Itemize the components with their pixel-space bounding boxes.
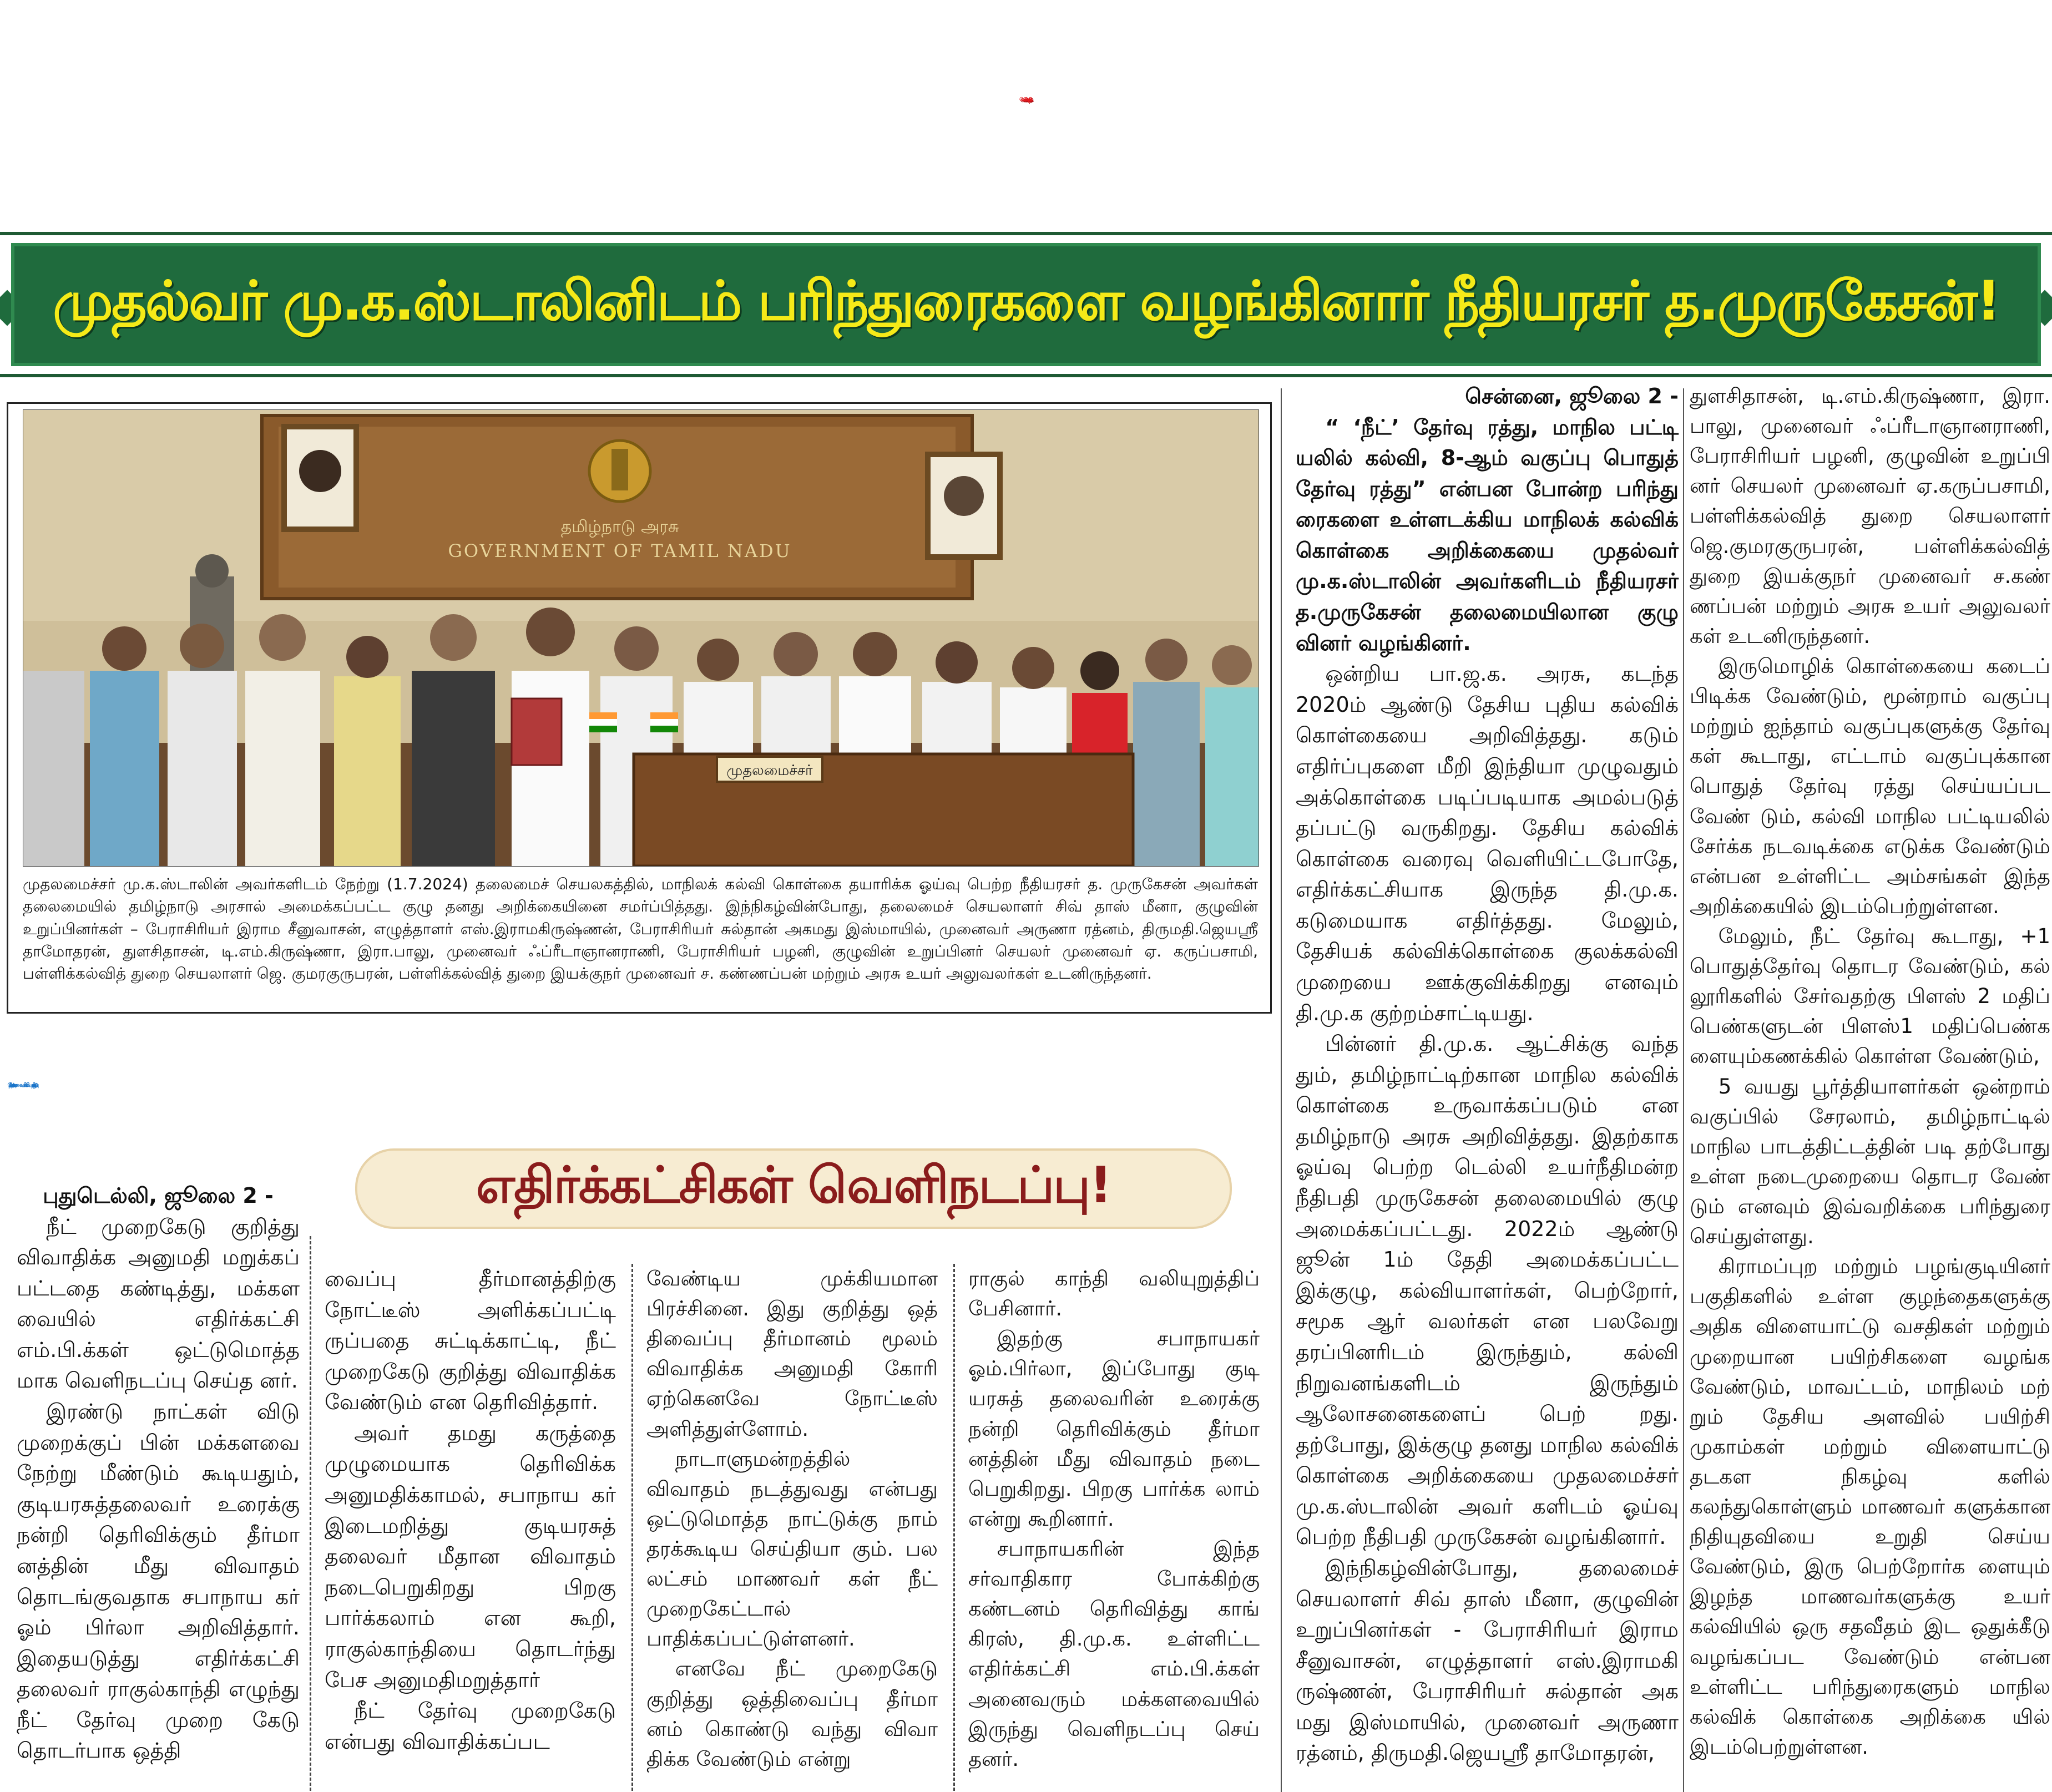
policy-dateline: சென்னை, ஜூலை 2 - <box>1465 384 1679 408</box>
banner-panel <box>11 243 2041 366</box>
neet-column-3 <box>646 1264 938 1774</box>
neet-headline: ‘நீட்’ தேர்வு: மக்களவையில் விவாதிக்க மறுப்பு! <box>10 1082 35 1089</box>
report-document <box>512 698 562 765</box>
paragraph: கிராமப்புற மற்றும் பழங்குடியினர் பகுதிகளில் உள்ள குழந்தைகளுக்கு அதிக விளையாட்டு வசதிகள் மற்றும் முறையான பயிற்சிகளை வழங்க வேண்டும், மாவட்டம், மாநிலம் மற் றும் தேசிய அளவில் பயிற்சி முகாம்கள் மற்றும் விளையாட்டு தடகள நிகழ்வு களில் கலந்துகொள்ளும் மாணவர் களுக்கான நிதியுதவியை உறுதி செய்ய வேண்டும், இரு பெற்றோர்க ளையும் இழந்த மாணவர்களுக்கு உயர் கல்வியில் ஒரு சதவீதம் இட ஒதுக்கீடு வழங்கப்பட வேண்டும் என்பன உள்ளிட்ட பரிந்துரைகளும் மாநில கல்விக் கொள்கை அறிக்கை யில் இடம்பெற்றுள்ளன. <box>1690 1254 2050 1759</box>
main-headline: மாநிலக் கல்விக் கொள்கை! <box>1025 97 1027 103</box>
paragraph: இந்நிகழ்வின்போது, தலைமைச் செயலாளர் சிவ் தாஸ் மீனா, குழுவின் உறுப்பினர்கள் - பேராசிரியர் இராம சீனுவாசன், எழுத்தாளர் எஸ்.இராமகி ருஷ்ணன், பேராசிரியர் சுல்தான் அக மது இஸ்மாயில், முனைவர் அருணா ரத்னம், திருமதி.ஜெயஸ்ரீ தாமோதரன், <box>1296 1555 1679 1765</box>
column-rule <box>953 1264 955 1791</box>
paragraph: ராகுல் காந்தி வலியுறுத்திப் பேசினார். <box>968 1267 1260 1321</box>
paragraph: வேண்டிய முக்கியமான பிரச்சினை. இது குறித்து ஒத் திவைப்பு தீர்மானம் மூலம் விவாதிக்க அனுமதி கோரி ஏற்கெனவே நோட்டீஸ் அளித்துள்ளோம். <box>646 1267 938 1441</box>
column-rule <box>310 1236 311 1791</box>
paragraph: சபாநாயகரின் இந்த சர்வாதிகார போக்கிற்கு கண்டனம் தெரிவித்து காங் கிரஸ், தி.மு.க. உள்ளிட்ட எதிர்க்கட்சி எம்.பி.க்கள் அனைவரும் மக்களவையில் இருந்து வெளிநடப்பு செய் தனர். <box>968 1536 1260 1771</box>
walkout-subhead <box>355 1148 1232 1229</box>
paragraph: இரண்டு நாட்கள் விடு முறைக்குப் பின் மக்களவை நேற்று மீண்டும் கூடியதும், குடியரசுத்தலைவர் உரைக்கு நன்றி தெரிவிக்கும் தீர்மா னத்தின் மீது விவாதம் தொடங்குவதாக சபாநாய கர் ஓம் பிர்லா அறிவித்தார். இதையடுத்து எதிர்க்கட்சி தலைவர் ராகுல்காந்தி எழுந்து நீட் தேர்வு முறை கேடு தொடர்பாக ஒத்தி <box>17 1399 300 1763</box>
emblem-tamil-text: தமிழ்நாடு அரசு <box>560 517 679 536</box>
subheadline-text: முதல்வர் மு.க.ஸ்டாலினிடம் பரிந்துரைகளை வழங்கினார் நீதியரசர் த.முருகேசன்! <box>53 269 1999 333</box>
paragraph: ஒன்றிய பா.ஜ.க. அரசு, கடந்த 2020ம் ஆண்டு தேசிய புதிய கல்விக் கொள்கையை அறிவித்தது. கடும் எதிர்ப்புகளை மீறி இந்தியா முழுவதும் அக்கொள்கை படிப்படியாக அமல்படுத் தப்பட்டு வருகிறது. தேசிய கல்விக் கொள்கை வரைவு வெளியிட்டபோதே, எதிர்க்கட்சியாக இருந்த தி.மு.க. கடுமையாக எதிர்த்தது. மேலும், தேசியக் கல்விக்கொள்கை குலக்கல்வி முறையை ஊக்குவிக்கிறது எனவும் தி.மு.க குற்றம்சாட்டியது. <box>1296 661 1679 1025</box>
desk <box>634 754 1133 866</box>
photo-caption: முதலமைச்சர் மு.க.ஸ்டாலின் அவர்களிடம் நேற்று (1.7.2024) தலைமைச் செயலகத்தில், மாநிலக் கல்வி கொள்கை தயாரிக்க ஓய்வு பெற்ற நீதியரசர் த. முருகேசன் அவர்கள் தலைமையில் தமிழ்நாடு அரசால் அமைக்கப்பட்ட குழு தனது அறிக்கையினை சமர்ப்பித்தது. இந்நிகழ்வின்போது, தலைமைச் செயலாளர் சிவ் தாஸ் மீனா, குழுவின் உறுப்பினர்கள் – பேராசிரியர் இராம சீனுவாசன், எழுத்தாளர் எஸ்.இராமகிருஷ்ணன், பேராசிரியர் சுல்தான் அகமது இஸ்மாயில், முனைவர் அருணா ரத்னம், திருமதி.ஜெயஸ்ரீ தாமோதரன், துளசிதாசன், டி.எம்.கிருஷ்ணா, இரா.பாலு, முனைவர் ஃப்ரீடாஞானராணி, பேராசிரியர் பழனி, குழுவின் உறுப்பினர் செயலர் முனைவர் ஏ. கருப்பசாமி, பள்ளிக்கல்வித் துறை செயலாளர் ஜெ. குமரகுருபரன், பள்ளிக்கல்வித் துறை இயக்குநர் முனைவர் ச. கண்ணப்பன் மற்றும் அரசு உயர் அலுவலர்கள் உடனிருந்தனர். <box>23 875 1258 983</box>
paragraph: அவர் தமது கருத்தை முழுமையாக தெரிவிக்க அனுமதிக்காமல், சபாநாய கர் இடைமறித்து குடியரசுத் தலைவர் மீதான விவாதம் நடைபெறுகிறது பிறகு பார்க்கலாம் என கூறி, ராகுல்காந்தியை தொடர்ந்து பேச அனுமதிமறுத்தார் <box>325 1420 616 1692</box>
paragraph: இதற்கு சபாநாயகர் ஓம்.பிர்லா, இப்போது குடி யரசுத் தலைவரின் உரைக்கு நன்றி தெரிவிக்கும் தீர்மா னத்தின் மீது விவாதம் நடை பெறுகிறது. பிறகு பார்க்க லாம் என்று கூறினார். <box>968 1327 1260 1531</box>
walkout-subhead-text: எதிர்க்கட்சிகள் வெளிநடப்பு! <box>476 1156 1111 1214</box>
neet-column-2 <box>325 1264 616 1757</box>
photo-frame <box>7 402 1272 1014</box>
column-rule <box>1281 388 1282 1792</box>
paragraph: இருமொழிக் கொள்கையை கடைப் பிடிக்க வேண்டும், மூன்றாம் வகுப்பு மற்றும் ஐந்தாம் வகுப்புகளுக்கு தேர்வு கள் கூடாது, எட்டாம் வகுப்புக்கான பொதுத் தேர்வு ரத்து செய்யப்பட வேண் டும், கல்வி மாநில பட்டியலில் சேர்க்க நடவடிக்கை எடுக்க வேண்டும் என்பன உள்ளிட்ட அம்சங்கள் இந்த அறிக்கையில் இடம்பெற்றுள்ளன. <box>1690 654 2050 918</box>
column-rule <box>1683 388 1684 1792</box>
paragraph: நீட் தேர்வு முறைகேடு என்பது விவாதிக்கப்பட <box>325 1698 616 1754</box>
policy-column-1 <box>1296 381 1679 1769</box>
policy-column-2 <box>1690 381 2050 1762</box>
photo-illustration <box>23 410 1259 866</box>
news-photo <box>23 409 1259 867</box>
neet-column-4 <box>968 1264 1260 1774</box>
paragraph: நீட் முறைகேடு குறித்து விவாதிக்க அனுமதி மறுக்கப் பட்டதை கண்டித்து, மக்கள வையில் எதிர்க்கட்சி எம்.பி.க்கள் ஒட்டுமொத்த மாக வெளிநடப்பு செய்த னர். <box>17 1214 300 1393</box>
paragraph: துளசிதாசன், டி.எம்.கிருஷ்ணா, இரா. பாலு, முனைவர் ஃப்ரீடாஞானராணி, பேராசிரியர் பழனி, குழுவின் உறுப்பி னர் செயலர் முனைவர் ஏ.கருப்பசாமி, பள்ளிக்கல்வித் துறை செயலாளர் ஜெ.குமரகுருபரன், பள்ளிக்கல்வித் துறை இயக்குநர் முனைவர் ச.கண் ணப்பன் மற்றும் அரசு உயர் அலுவலர் கள் உடனிருந்தனர். <box>1690 384 2050 648</box>
emblem-english-text: GOVERNMENT OF TAMIL NADU <box>448 540 792 561</box>
lead-paragraph: “ ‘நீட்’ தேர்வு ரத்து, மாநில பட்டி யலில் கல்வி, 8-ஆம் வகுப்பு பொதுத் தேர்வு ரத்து” என்பன போன்ற பரிந்து ரைகளை உள்ளடக்கிய மாநிலக் கல்விக் கொள்கை அறிக்கையை முதல்வர் மு.க.ஸ்டாலின் அவர்களிடம் நீதியரசர் த.முருகேசன் தலைமையிலான குழு வினர் வழங்கினர். <box>1296 414 1679 655</box>
paragraph: பின்னர் தி.மு.க. ஆட்சிக்கு வந்த தும், தமிழ்நாட்டிற்கான மாநில கல்விக் கொள்கை உருவாக்கப்படும் என தமிழ்நாடு அரசு அறிவித்தது. இதற்காக ஓய்வு பெற்ற டெல்லி உயர்நீதிமன்ற நீதிபதி முருகேசன் தலைமையில் குழு அமைக்கப்பட்டது. 2022ம் ஆண்டு ஜூன் 1ம் தேதி அமைக்கப்பட்ட இக்குழு, கல்வியாளர்கள், பெற்றோர், சமூக ஆர் வலர்கள் என பலவேறு தரப்பினரிடம் இருந்தும், கல்வி நிறுவனங்களிடம் இருந்தும் ஆலோசனைகளைப் பெற் றது. தற்போது, இக்குழு தனது மாநில கல்விக் கொள்கை அறிக்கையை முதலமைச்சர் மு.க.ஸ்டாலின் அவர் களிடம் ஓய்வு பெற்ற நீதிபதி முருகேசன் வழங்கினார். <box>1296 1031 1679 1550</box>
nameplate-text: முதலமைச்சர் <box>726 762 813 779</box>
paragraph: மேலும், நீட் தேர்வு கூடாது, +1 பொதுத்தேர்வு தொடர வேண்டும், கல் லூரிகளில் சேர்வதற்கு பிளஸ் 2 மதிப் பெண்களுடன் பிளஸ்1 மதிப்பெண்க ளையும்கணக்கில் கொள்ள வேண்டும், <box>1690 924 2050 1069</box>
column-rule <box>631 1264 633 1791</box>
neet-column-1 <box>17 1181 300 1766</box>
subheadline-banner <box>0 232 2052 377</box>
paragraph: 5 வயது பூர்த்தியாளர்கள் ஒன்றாம் வகுப்பில் சேரலாம், தமிழ்நாட்டில் மாநில பாடத்திட்டத்தின் படி தற்போது உள்ள நடைமுறையை தொடர வேண் டும் எனவும் இவ்வறிக்கை பரிந்துரை செய்துள்ளது. <box>1690 1074 2050 1249</box>
neet-dateline: புதுடெல்லி, ஜூலை 2 - <box>43 1183 274 1208</box>
paragraph: வைப்பு தீர்மானத்திற்கு நோட்டீஸ் அளிக்கப்பட்டி ருப்பதை சுட்டிக்காட்டி, நீட் முறைகேடு குறித்து விவாதிக்க வேண்டும் என தெரிவித்தார். <box>325 1267 616 1415</box>
paragraph: எனவே நீட் முறைகேடு குறித்து ஒத்திவைப்பு தீர்மா னம் கொண்டு வந்து விவா திக்க வேண்டும் என்று <box>646 1657 938 1771</box>
paragraph: நாடாளுமன்றத்தில் விவாதம் நடத்துவது என்பது ஒட்டுமொத்த நாட்டுக்கு நாம் தரக்கூடிய செய்தியா கும். பல லட்சம் மாணவர் கள் நீட் முறைகேட்டால் பாதிக்கப்பட்டுள்ளனர். <box>646 1446 938 1651</box>
